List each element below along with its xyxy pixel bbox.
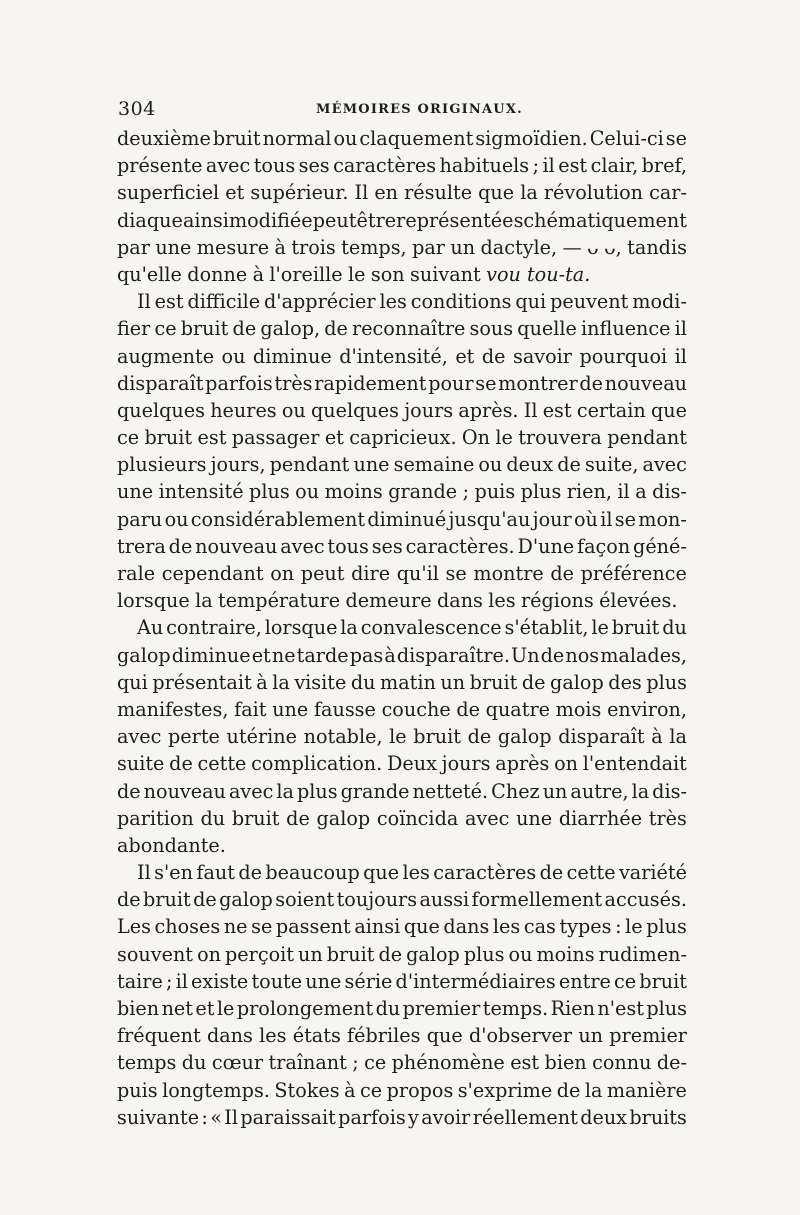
- text-line: Au contraire, lorsque la convalescence s'établit, le bruit du: [137, 616, 687, 640]
- text-line: présente avec tous ses caractères habituels ; il est clair, bref,: [117, 154, 687, 178]
- text-line: souvent on perçoit un bruit de galop plus ou moins rudimen-: [117, 942, 687, 966]
- text-line: qu'elle donne à l'oreille le son suivant vou tou-ta.: [117, 261, 687, 288]
- text-line: trera de nouveau avec tous ses caractères. D'une façon géné-: [117, 534, 687, 558]
- text-line: plusieurs jours, pendant une semaine ou deux de suite, avec: [117, 453, 687, 477]
- text-line: Il est difficile d'apprécier les conditions qui peuvent modi-: [137, 290, 687, 314]
- text-line: bien net et le prolongement du premier temps. Rien n'est plus: [117, 997, 687, 1020]
- text-line: superficiel et supérieur. Il en résulte que la révolution car-: [117, 181, 687, 205]
- page-header: [118, 98, 686, 124]
- text-line: suivante : « Il paraissait parfois y avoir réellement deux bruits: [117, 1105, 687, 1129]
- text-line: deuxième bruit normal ou claquement sigmoïdien. Celui-ci se: [117, 127, 687, 150]
- text-line: abondante.: [117, 833, 226, 857]
- text-line: qui présentait à la visite du matin un bruit de galop des plus: [117, 670, 687, 694]
- text-line: taire ; il existe toute une série d'intermédiaires entre ce bruit: [117, 969, 687, 993]
- text-line: parition du bruit de galop coïncida avec une diarrhée très: [117, 806, 687, 830]
- text-line: augmente ou diminue d'intensité, et de savoir pourquoi il: [117, 344, 687, 368]
- text-line: manifestes, fait une fausse couche de quatre mois environ,: [117, 697, 687, 721]
- text-line: rale cependant on peut dire qu'il se montre de préférence: [117, 562, 687, 585]
- italic-phrase: vou tou-ta.: [486, 262, 591, 286]
- text-line: paru ou considérablement diminué jusqu'au jour où il se mon-: [117, 507, 687, 531]
- text-line: galop diminue et ne tarde pas à disparaître. Un de nos malades,: [117, 643, 687, 667]
- text-line: avec perte utérine notable, le bruit de galop disparaît à la: [117, 725, 687, 749]
- text-line: ce bruit est passager et capricieux. On le trouvera pendant: [117, 426, 687, 450]
- text-line: de bruit de galop soient toujours aussi formellement accusés.: [117, 888, 687, 912]
- text-line: diaque ainsi modifiée peut être représentée schématiquement: [117, 208, 687, 232]
- text-line: fréquent dans les états fébriles que d'observer un premier: [117, 1024, 687, 1048]
- text-line: disparaît parfois très rapidement pour se montrer de nouveau: [117, 371, 687, 395]
- body-text: [117, 125, 687, 1131]
- text-line: par une mesure à trois temps, par un dactyle, — ᴗ ᴗ, tandis: [117, 235, 687, 259]
- page-number: 304: [118, 98, 156, 120]
- text-line: Il s'en faut de beaucoup que les caractères de cette variété: [137, 861, 687, 885]
- text-line: suite de cette complication. Deux jours après on l'entendait: [117, 752, 687, 776]
- text-line: quelques heures ou quelques jours après. Il est certain que: [117, 398, 687, 422]
- running-head: MÉMOIRES ORIGINAUX.: [316, 102, 523, 117]
- text-line: puis longtemps. Stokes à ce propos s'exprime de la manière: [117, 1078, 687, 1102]
- text-line: une intensité plus ou moins grande ; puis plus rien, il a dis-: [117, 480, 687, 504]
- text-line: Les choses ne se passent ainsi que dans les cas types : le plus: [117, 915, 687, 939]
- text-line: temps du cœur traînant ; ce phénomène est bien connu de-: [117, 1051, 687, 1075]
- text-line: fier ce bruit de galop, de reconnaître sous quelle influence il: [117, 317, 687, 341]
- text-line: de nouveau avec la plus grande netteté. Chez un autre, la dis-: [117, 779, 687, 803]
- text-line: lorsque la température demeure dans les régions élevées.: [117, 589, 678, 613]
